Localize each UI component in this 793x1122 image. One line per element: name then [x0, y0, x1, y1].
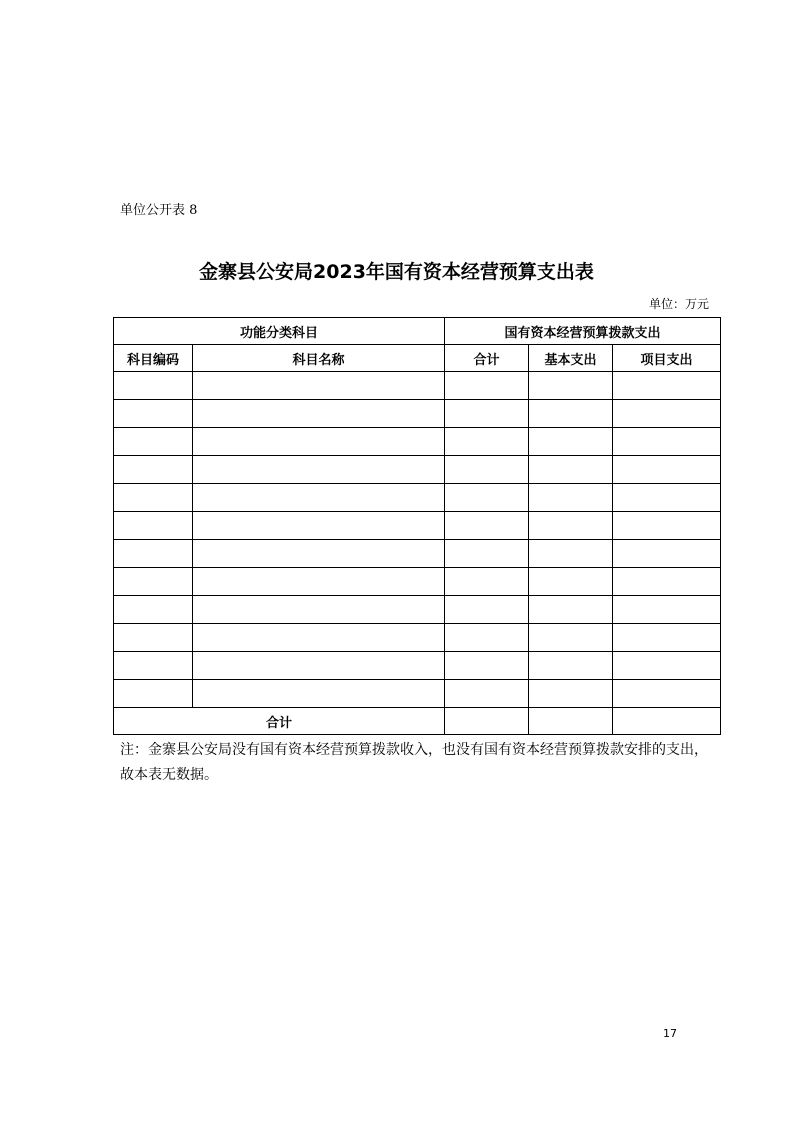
- table-cell: [193, 568, 445, 596]
- table-cell: [114, 652, 193, 680]
- table-row: [114, 512, 721, 540]
- table-row: [114, 400, 721, 428]
- table-row: [114, 540, 721, 568]
- column-header-project: 项目支出: [613, 345, 721, 372]
- table-cell: [193, 372, 445, 400]
- total-label: 合计: [114, 708, 445, 735]
- column-header-total: 合计: [445, 345, 529, 372]
- table-cell: [193, 428, 445, 456]
- table-cell: [114, 456, 193, 484]
- table-row: [114, 428, 721, 456]
- table-cell: [114, 680, 193, 708]
- table-cell: [529, 484, 613, 512]
- table-cell: [529, 540, 613, 568]
- table-row: [114, 652, 721, 680]
- table-cell: [445, 624, 529, 652]
- table-body: [114, 372, 721, 708]
- table-group-header-row: [114, 318, 721, 345]
- table-cell: [114, 372, 193, 400]
- table-cell: [193, 652, 445, 680]
- table-cell: [114, 400, 193, 428]
- table-row: [114, 372, 721, 400]
- table-cell: [613, 400, 721, 428]
- table-cell: [193, 456, 445, 484]
- table-cell: [529, 428, 613, 456]
- table-cell: [193, 540, 445, 568]
- table-cell: [613, 680, 721, 708]
- table-cell: [193, 596, 445, 624]
- table-row: [114, 680, 721, 708]
- table-cell: [445, 512, 529, 540]
- table-cell: [445, 596, 529, 624]
- table-cell: [613, 484, 721, 512]
- table-cell: [445, 484, 529, 512]
- table-cell: [613, 456, 721, 484]
- table-cell: [529, 372, 613, 400]
- table-cell: [529, 456, 613, 484]
- table-row: [114, 596, 721, 624]
- table-row: [114, 484, 721, 512]
- table-cell: [114, 540, 193, 568]
- table-cell: [445, 680, 529, 708]
- budget-table: [113, 317, 721, 735]
- page-number: 17: [663, 1027, 677, 1040]
- table-cell: [193, 624, 445, 652]
- table-row: [114, 456, 721, 484]
- page-title: 金寨县公安局2023年国有资本经营预算支出表: [199, 261, 594, 283]
- table-cell: [193, 680, 445, 708]
- table-cell: [114, 428, 193, 456]
- table-cell: [613, 372, 721, 400]
- group-header-functional: 功能分类科目: [114, 318, 445, 345]
- table-cell: [445, 400, 529, 428]
- footnote: 注：金寨县公安局没有国有资本经营预算拨款收入，也没有国有资本经营预算拨款安排的支出，故本表无数据。: [120, 742, 708, 783]
- total-cell: [445, 708, 529, 735]
- table-cell: [529, 624, 613, 652]
- table-cell: [613, 568, 721, 596]
- table-cell: [529, 568, 613, 596]
- table-cell: [445, 540, 529, 568]
- table-cell: [613, 652, 721, 680]
- table-cell: [445, 568, 529, 596]
- table-cell: [613, 540, 721, 568]
- form-label: 单位公开表 8: [120, 203, 198, 218]
- table-cell: [445, 372, 529, 400]
- total-cell: [529, 708, 613, 735]
- table-cell: [445, 456, 529, 484]
- column-header-basic: 基本支出: [529, 345, 613, 372]
- table-cell: [613, 624, 721, 652]
- table-cell: [529, 652, 613, 680]
- table-cell: [193, 484, 445, 512]
- total-row: [114, 708, 721, 735]
- table-cell: [193, 512, 445, 540]
- table-cell: [445, 652, 529, 680]
- group-header-expenditure: 国有资本经营预算拨款支出: [445, 318, 721, 345]
- table-cell: [613, 596, 721, 624]
- table-cell: [193, 400, 445, 428]
- table-row: [114, 624, 721, 652]
- table-cell: [529, 680, 613, 708]
- column-header-name: 科目名称: [193, 345, 445, 372]
- table-cell: [529, 512, 613, 540]
- unit-label: 单位：万元: [648, 297, 709, 311]
- table-cell: [613, 428, 721, 456]
- table-cell: [114, 596, 193, 624]
- table-cell: [445, 428, 529, 456]
- table-cell: [114, 568, 193, 596]
- table-column-header-row: [114, 345, 721, 372]
- table-cell: [114, 624, 193, 652]
- table-cell: [613, 512, 721, 540]
- table-row: [114, 568, 721, 596]
- total-cell: [613, 708, 721, 735]
- table-cell: [114, 484, 193, 512]
- table-cell: [114, 512, 193, 540]
- table-cell: [529, 400, 613, 428]
- table-cell: [529, 596, 613, 624]
- column-header-code: 科目编码: [114, 345, 193, 372]
